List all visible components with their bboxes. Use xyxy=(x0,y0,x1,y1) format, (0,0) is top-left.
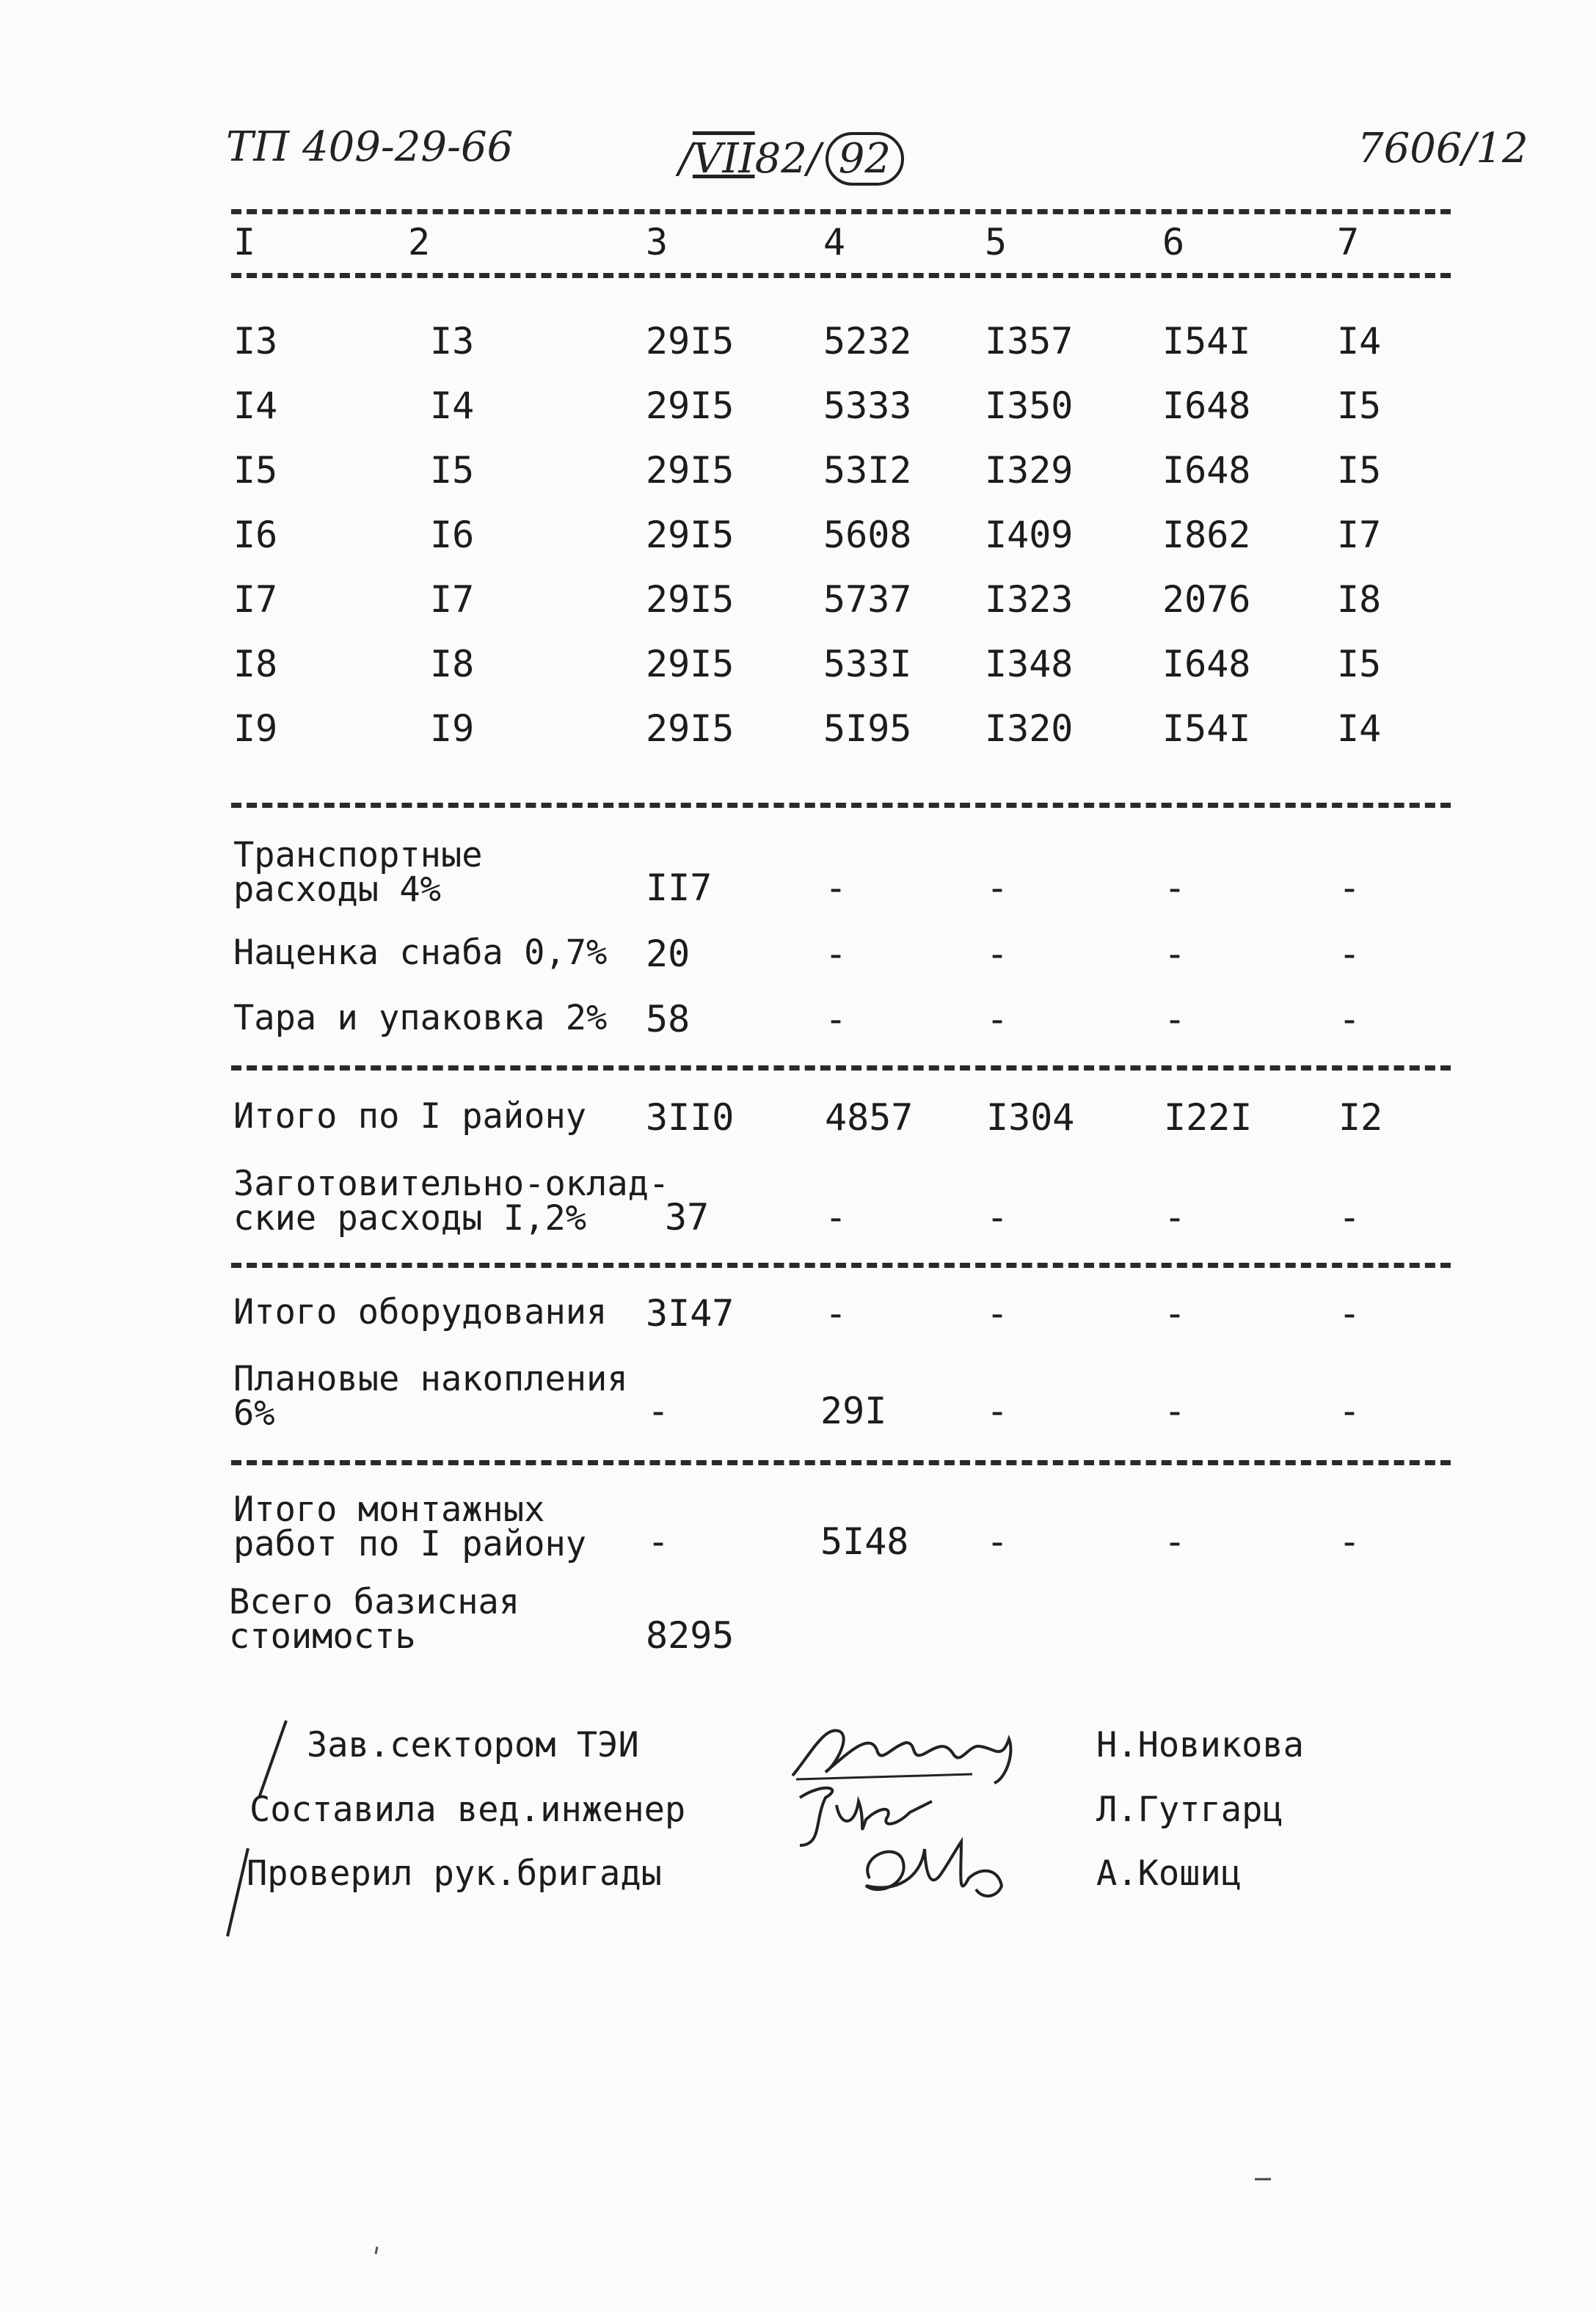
signatory-role: Проверил рук.бригады xyxy=(247,1853,662,1894)
table-cell: I323 xyxy=(985,578,1074,621)
table-cell: I329 xyxy=(985,449,1074,492)
table-cell: I6 xyxy=(233,514,278,556)
summary-value: I2 xyxy=(1338,1096,1383,1139)
table-cell: I5 xyxy=(1337,449,1382,492)
summary-value: - xyxy=(1338,1520,1361,1563)
table-cell: 29I5 xyxy=(646,514,735,556)
summary-value: 58 xyxy=(646,998,690,1040)
table-cell: I5 xyxy=(430,449,475,492)
table-cell: I5 xyxy=(1337,384,1382,427)
sheet-reference-roman: VII xyxy=(692,135,755,183)
summary-value: - xyxy=(1338,1390,1361,1432)
table-cell: 29I5 xyxy=(646,707,735,750)
summary-value: 3I47 xyxy=(646,1292,735,1335)
summary-value: - xyxy=(647,1520,670,1563)
summary-value: - xyxy=(825,998,848,1040)
table-cell: I320 xyxy=(985,707,1074,750)
table-cell: I6 xyxy=(430,514,475,556)
summary-value: 8295 xyxy=(646,1614,735,1657)
sheet-reference xyxy=(679,132,904,186)
table-cell: I409 xyxy=(985,514,1074,556)
divider-accumulation xyxy=(231,1460,1451,1465)
sheet-reference-prefix: / xyxy=(679,135,693,183)
table-cell: I4 xyxy=(1337,320,1382,362)
scan-speck xyxy=(1253,2176,1275,2183)
column-header: 4 xyxy=(823,221,846,263)
summary-label: Итого монтажных работ по I району xyxy=(233,1489,587,1564)
summary-value: - xyxy=(986,933,1009,975)
summary-value: 5I48 xyxy=(820,1520,909,1563)
document-code: ТП 409-29-66 xyxy=(226,123,514,171)
sheet-number: 7606/12 xyxy=(1358,125,1528,172)
summary-value: - xyxy=(825,1196,848,1239)
table-cell: I54I xyxy=(1162,707,1251,750)
table-cell: I5 xyxy=(1337,643,1382,685)
table-cell: 533I xyxy=(823,643,912,685)
table-cell: I7 xyxy=(430,578,475,621)
sheet-reference-circled: 92 xyxy=(826,132,904,186)
divider-rows-end xyxy=(231,803,1451,808)
table-cell: I8 xyxy=(1337,578,1382,621)
summary-value: - xyxy=(986,867,1009,909)
column-header: I xyxy=(233,221,256,263)
table-cell: 29I5 xyxy=(646,643,735,685)
signatory-name: А.Кошиц xyxy=(1096,1853,1242,1894)
sheet-reference-mid: 82/ xyxy=(754,135,821,183)
column-header: 7 xyxy=(1337,221,1360,263)
summary-value: - xyxy=(986,1520,1009,1563)
summary-label: Плановые накопления 6% xyxy=(233,1359,628,1434)
summary-value: - xyxy=(986,1390,1009,1432)
table-cell: I4 xyxy=(430,384,475,427)
summary-value: 3II0 xyxy=(646,1096,735,1139)
table-cell: I54I xyxy=(1162,320,1251,362)
table-cell: 5333 xyxy=(823,384,912,427)
summary-label: Итого оборудования xyxy=(233,1292,608,1332)
table-cell: I8 xyxy=(430,643,475,685)
table-cell: I648 xyxy=(1162,643,1251,685)
summary-value: 29I xyxy=(820,1390,887,1432)
handwritten-signature xyxy=(851,1827,1020,1915)
table-cell: 29I5 xyxy=(646,578,735,621)
summary-label: Тара и упаковка 2% xyxy=(233,998,608,1038)
table-cell: I5 xyxy=(233,449,278,492)
summary-value: - xyxy=(1164,1196,1187,1239)
divider-extras-end xyxy=(231,1065,1451,1071)
table-cell: 2076 xyxy=(1162,578,1251,621)
table-cell: I4 xyxy=(233,384,278,427)
summary-value: 20 xyxy=(646,933,690,975)
summary-value: - xyxy=(986,998,1009,1040)
table-cell: 53I2 xyxy=(823,449,912,492)
table-cell: 5I95 xyxy=(823,707,912,750)
summary-label: Всего базисная стоимость xyxy=(229,1582,520,1657)
summary-value: - xyxy=(825,1292,848,1335)
table-cell: I350 xyxy=(985,384,1074,427)
summary-value: - xyxy=(825,867,848,909)
summary-value: - xyxy=(1338,998,1361,1040)
summary-label: Итого по I району xyxy=(233,1096,587,1137)
summary-value: I22I xyxy=(1164,1096,1253,1139)
divider-region-total xyxy=(231,1263,1451,1268)
table-cell: 5608 xyxy=(823,514,912,556)
table-cell: I648 xyxy=(1162,384,1251,427)
summary-value: - xyxy=(1338,1196,1361,1239)
summary-label: Наценка снаба 0,7% xyxy=(233,933,608,973)
table-cell: 5232 xyxy=(823,320,912,362)
summary-value: - xyxy=(1164,1390,1187,1432)
summary-value: - xyxy=(1164,867,1187,909)
table-cell: 5737 xyxy=(823,578,912,621)
summary-value: - xyxy=(986,1292,1009,1335)
summary-value: - xyxy=(1338,1292,1361,1335)
table-cell: 29I5 xyxy=(646,449,735,492)
table-cell: I8 xyxy=(233,643,278,685)
summary-value: - xyxy=(1164,998,1187,1040)
summary-value: - xyxy=(1338,867,1361,909)
summary-value: - xyxy=(825,933,848,975)
table-cell: I3 xyxy=(233,320,278,362)
summary-value: - xyxy=(647,1390,670,1432)
summary-label: Заготовительно-оклад- ские расходы I,2% xyxy=(233,1164,670,1239)
summary-label: Транспортные расходы 4% xyxy=(233,835,483,910)
summary-value: - xyxy=(1338,933,1361,975)
divider-header xyxy=(231,273,1451,278)
table-cell: I357 xyxy=(985,320,1074,362)
table-cell: I7 xyxy=(1337,514,1382,556)
summary-value: - xyxy=(1164,933,1187,975)
table-cell: I348 xyxy=(985,643,1074,685)
summary-value: II7 xyxy=(646,867,713,909)
signatory-role: Зав.сектором ТЭИ xyxy=(307,1725,639,1765)
summary-value: 4857 xyxy=(825,1096,914,1139)
signatory-name: Л.Гутгарц xyxy=(1096,1790,1283,1830)
summary-value: 37 xyxy=(665,1196,710,1239)
table-cell: I4 xyxy=(1337,707,1382,750)
summary-value: - xyxy=(1164,1520,1187,1563)
table-cell: I9 xyxy=(233,707,278,750)
scan-speck xyxy=(373,2245,382,2257)
table-cell: I7 xyxy=(233,578,278,621)
table-cell: I862 xyxy=(1162,514,1251,556)
divider-top xyxy=(231,209,1451,214)
column-header: 3 xyxy=(646,221,668,263)
table-cell: I648 xyxy=(1162,449,1251,492)
summary-value: I304 xyxy=(986,1096,1075,1139)
table-cell: 29I5 xyxy=(646,320,735,362)
column-header: 2 xyxy=(408,221,431,263)
table-cell: 29I5 xyxy=(646,384,735,427)
column-header: 6 xyxy=(1162,221,1185,263)
signatory-name: Н.Новикова xyxy=(1096,1725,1304,1765)
column-header: 5 xyxy=(985,221,1007,263)
signatory-role: Составила вед.инженер xyxy=(249,1790,686,1830)
summary-value: - xyxy=(986,1196,1009,1239)
table-cell: I9 xyxy=(430,707,475,750)
table-cell: I3 xyxy=(430,320,475,362)
summary-value: - xyxy=(1164,1292,1187,1335)
